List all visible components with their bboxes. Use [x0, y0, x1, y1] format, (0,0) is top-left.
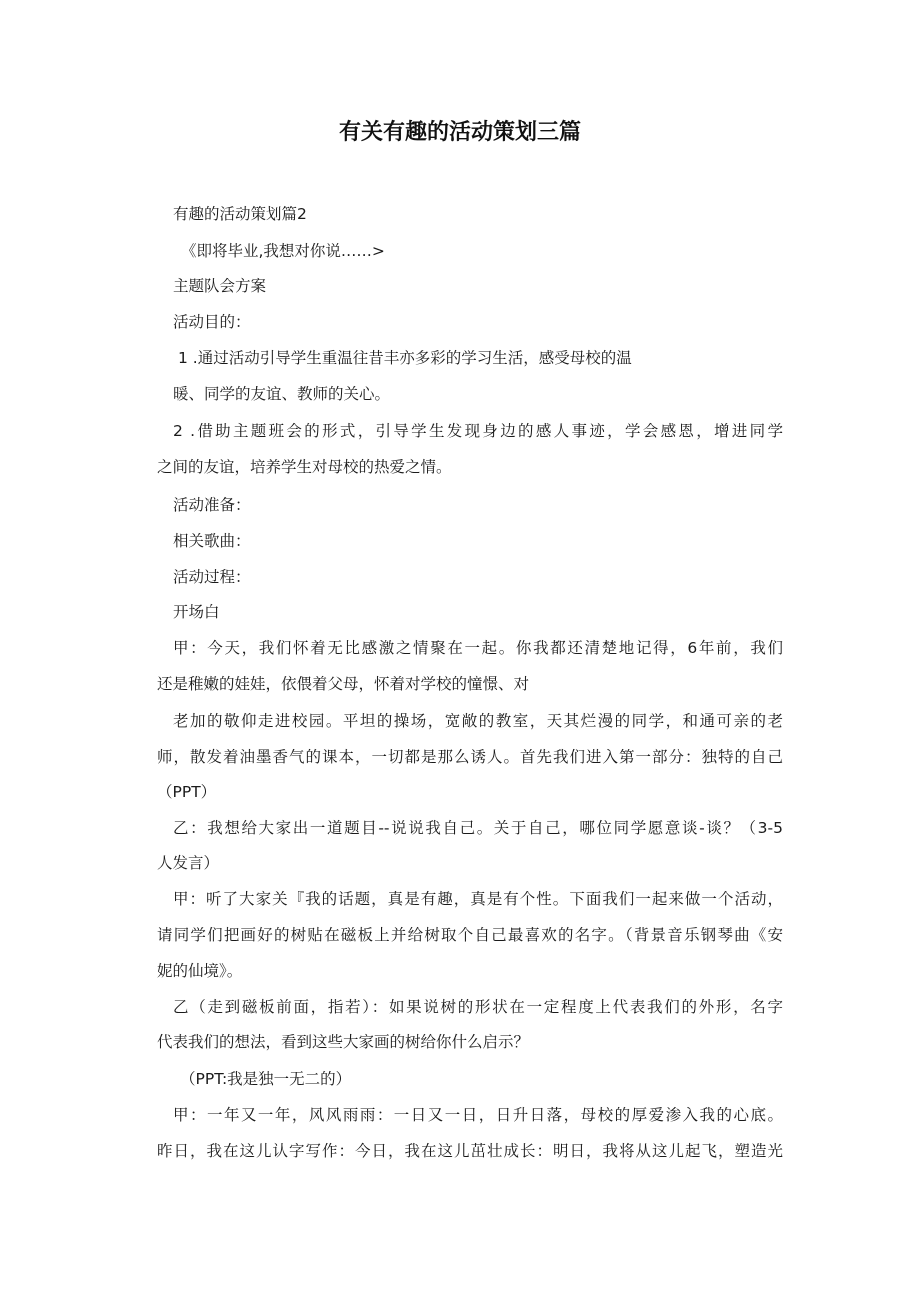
- songs-heading: 相关歌曲：: [173, 532, 251, 550]
- goal-item-1-cont: 暖、同学的友谊、教师的关心。: [173, 385, 391, 403]
- paragraph-line: 师，散发着油墨香气的课本，一切都是那么诱人。首先我们进入第一部分：独特的自己: [157, 748, 783, 766]
- prep-heading: 活动准备：: [173, 496, 251, 514]
- theme-title: 《即将毕业,我想对你说……>: [181, 242, 385, 260]
- opening-heading: 开场白: [173, 603, 220, 621]
- goal-item-2: 2 .借助主题班会的形式，引导学生发现身边的感人事迹，学会感恩，增进同学: [173, 422, 783, 440]
- goal-item-1: 1 .通过活动引导学生重温往昔丰亦多彩的学习生活，感受母校的温: [178, 349, 632, 367]
- goal-heading: 活动目的：: [173, 313, 251, 331]
- paragraph-line: 乙：我想给大家出一道题目--说说我自己。关于自己，哪位同学愿意谈-谈？（3-5: [173, 819, 783, 837]
- ppt-note: （PPT:我是独一无二的）: [180, 1070, 352, 1088]
- paragraph-line: 甲：今天，我们怀着无比感激之情聚在一起。你我都还清楚地记得，6年前，我们: [173, 639, 783, 657]
- document-title: 有关有趣的活动策划三篇: [338, 120, 581, 145]
- section-heading: 有趣的活动策划篇2: [173, 205, 307, 223]
- paragraph-line: 乙（走到磁板前面，指若）：如果说树的形状在一定程度上代表我们的外形，名字: [173, 998, 783, 1016]
- paragraph-line: 妮的仙境》。: [157, 962, 243, 980]
- paragraph-line: 还是稚嫩的娃娃，依偎着父母，怀着对学校的憧憬、对: [157, 675, 530, 693]
- process-heading: 活动过程：: [173, 568, 251, 586]
- paragraph-line: 老加的敬仰走进校园。平坦的操场，宽敞的教室，天其烂漫的同学，和通可亲的老: [173, 712, 783, 730]
- paragraph-line: 请同学们把画好的树贴在磁板上并给树取个自己最喜欢的名字。（背景音乐钢琴曲《安: [157, 926, 783, 944]
- plan-heading: 主题队会方案: [173, 277, 267, 295]
- goal-item-2-cont: 之间的友谊，培养学生对母校的热爱之情。: [157, 458, 452, 476]
- paragraph-line: 甲：一年又一年，风风雨雨：一日又一日，日升日落，母校的厚爱渗入我的心底。: [173, 1106, 783, 1124]
- paragraph-line: 甲：听了大家关『我的话题，真是有趣，真是有个性。下面我们一起来做一个活动，: [173, 890, 783, 908]
- paragraph-line: 代表我们的想法，看到这些大家画的树给你什么启示？: [157, 1033, 530, 1051]
- paragraph-line: （PPT）: [157, 783, 217, 801]
- paragraph-line: 昨日，我在这儿认字写作：今日，我在这儿茁壮成长：明日，我将从这儿起飞，塑造光: [157, 1142, 783, 1160]
- paragraph-line: 人发言）: [157, 854, 220, 872]
